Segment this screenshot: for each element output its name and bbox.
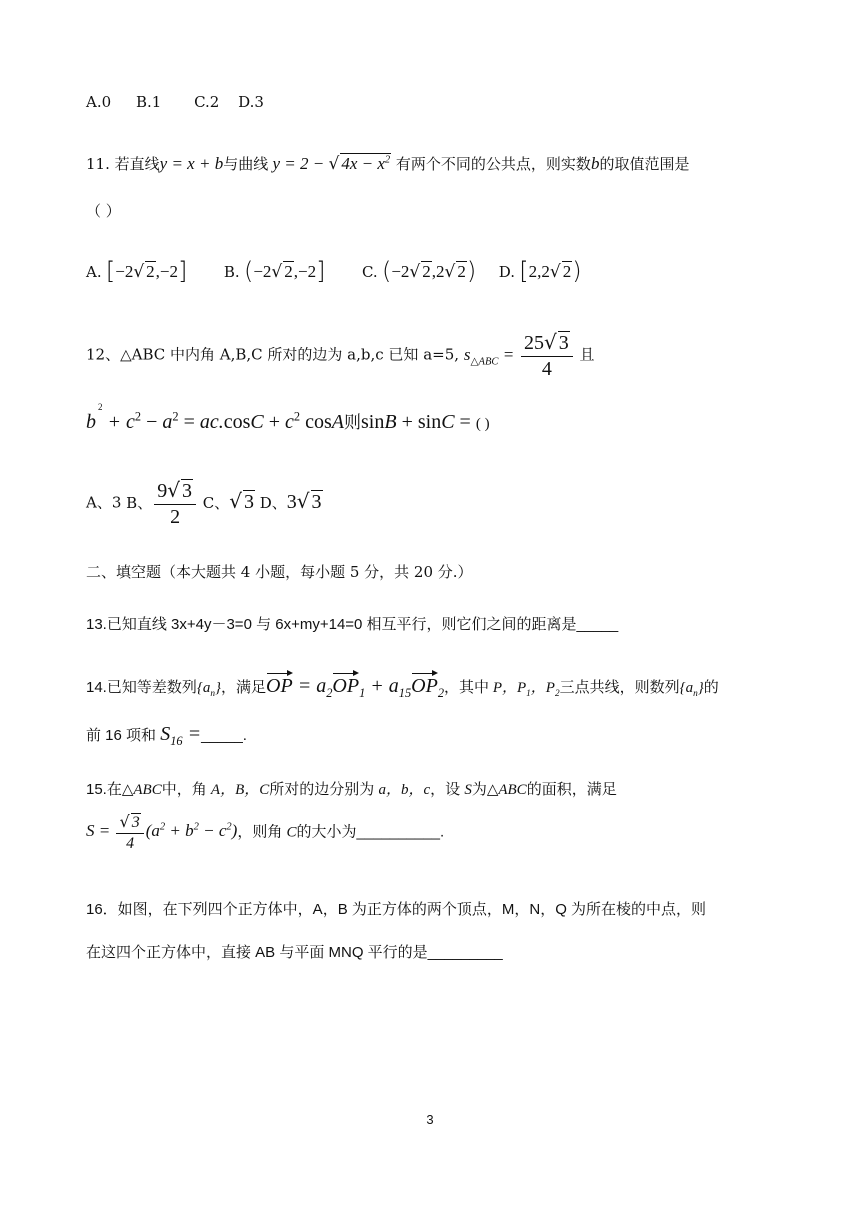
- q10-options: [86, 93, 264, 111]
- q14-text2: ，满足: [221, 679, 267, 696]
- q15-text7: 为△: [471, 781, 499, 798]
- q11-option-b: B. (−2√ 2,−2]: [223, 257, 326, 285]
- q12-number: 12、: [86, 345, 121, 364]
- q12-option-d: D、3√ 3: [259, 488, 322, 513]
- q10-option-d: D.3: [238, 93, 264, 111]
- q15-tri: ABC: [133, 782, 162, 798]
- q12-area-fraction: $\frac{25√ 3}{4}$: [521, 330, 573, 381]
- q16-line2: 在这四个正方体中，直接 AB 与平面 MNQ 平行的是_________: [86, 944, 503, 961]
- q12-option-b: B、 $\frac{9√ 3}{2}$: [126, 494, 198, 512]
- q15-line2: [86, 812, 444, 853]
- q10-option-b: B.1: [135, 93, 162, 111]
- q12-options: [86, 478, 323, 529]
- q15-s: S: [464, 782, 472, 798]
- q15-sides: a，b，c: [378, 782, 431, 798]
- q12-paren: ( ): [475, 416, 490, 432]
- q13-text: 13.已知直线 3x+4y－3=0 与 6x+my+14=0 相互平行，则它们之间的距离是_____: [86, 616, 619, 633]
- q14-text4: 三点共线，则数列: [559, 679, 680, 696]
- q16-line1: 16．如图，在下列四个正方体中，A，B 为正方体的两个顶点，M，N，Q 为所在棱的中点，则: [86, 901, 707, 918]
- q10-option-c: C.2: [194, 93, 220, 111]
- q14-text1: 14.已知等差数列: [86, 679, 197, 696]
- q11-options: [86, 257, 582, 285]
- q12-text1: △ABC 中内角 A,B,C 所对的边为 a,b,c 已知 a=5,: [120, 345, 460, 364]
- q11-var: b: [590, 154, 600, 173]
- q12-equation: $b^2 + c^2 - a^2 = ac.\cos C + c^2$ cosA则sinB + sinC = ( ): [86, 402, 490, 433]
- q10-option-a: A.0: [86, 93, 112, 111]
- q12-option-a: A、3: [86, 493, 122, 512]
- q15-text8: 的面积，满足: [526, 781, 617, 798]
- q11-text3: 有两个不同的公共点，则实数: [395, 155, 591, 173]
- q14-vector-eq: OP = $a_2OP_1 + a_{15}OP_2$: [266, 675, 444, 697]
- q11-option-a: A. [−2√ 2,−2]: [86, 257, 188, 285]
- q14-sum: $S_{16}$ =: [160, 723, 202, 748]
- q11-text1: 若直线: [114, 155, 160, 173]
- q15-text10: 的大小为__________.: [296, 823, 445, 841]
- q12-option-c: C、√ 3: [202, 488, 254, 513]
- q11-paren: （ ）: [86, 202, 121, 220]
- q14-line1: 14.已知等差数列$\{a_n\}$，满足OP = $a_2OP_1 + a_{15}OP_2$，其中 P，$P_1$，$P_2$三点共线，则数列$\{a_n\}$的: [86, 670, 719, 701]
- q11-option-c: C. (−2√ 2,2√ 2): [361, 257, 477, 285]
- q11-line-eq: y = x + b: [159, 154, 224, 173]
- q15-text6: ，设: [430, 781, 461, 798]
- q11-text4: 的取值范围是: [599, 155, 690, 173]
- q15-c: C: [286, 824, 297, 841]
- q11-curve-eq: y = 2 − √ $4x - x^2$: [268, 154, 391, 174]
- q15-angles: A，B，C: [210, 782, 270, 798]
- q11-stem: [86, 153, 689, 174]
- q14-text5: 的: [703, 679, 719, 696]
- q12-text3: 则: [344, 413, 362, 433]
- q15-text1: 15.在△: [86, 781, 134, 798]
- q15-text2: 中，角: [161, 781, 207, 798]
- q14-text3: ，其中: [444, 679, 490, 696]
- q11-option-d: D. [2,2√ 2): [498, 257, 582, 285]
- q12-area-lhs: $s_{\triangle ABC}$ =: [463, 344, 515, 367]
- q11-number: 11.: [86, 155, 110, 173]
- q15-text4: 所对的边分别为: [269, 781, 375, 798]
- q14-end: _____.: [201, 727, 247, 744]
- q15-text9: ，则角: [237, 823, 283, 841]
- q12-stem: [86, 330, 595, 381]
- q15-formula: S = $\frac{√ 3}{4}$ $(a^2 + b^2 - c^2)$: [86, 812, 238, 852]
- q14-text6: 前 16 项和: [86, 727, 157, 744]
- page-number: 3: [426, 1112, 434, 1127]
- q11-text2: 与曲线: [223, 155, 269, 173]
- q14-line2: [86, 723, 247, 749]
- section-2-title: 二、填空题（本大题共 4 小题，每小题 5 分，共 20 分.）: [86, 563, 473, 581]
- q15-line1: 15.在△ABC中，角 A，B，C所对的边分别为 a，b，c，设 S为△ABC的面积，满足: [86, 781, 617, 798]
- q12-text2: 且: [579, 345, 595, 364]
